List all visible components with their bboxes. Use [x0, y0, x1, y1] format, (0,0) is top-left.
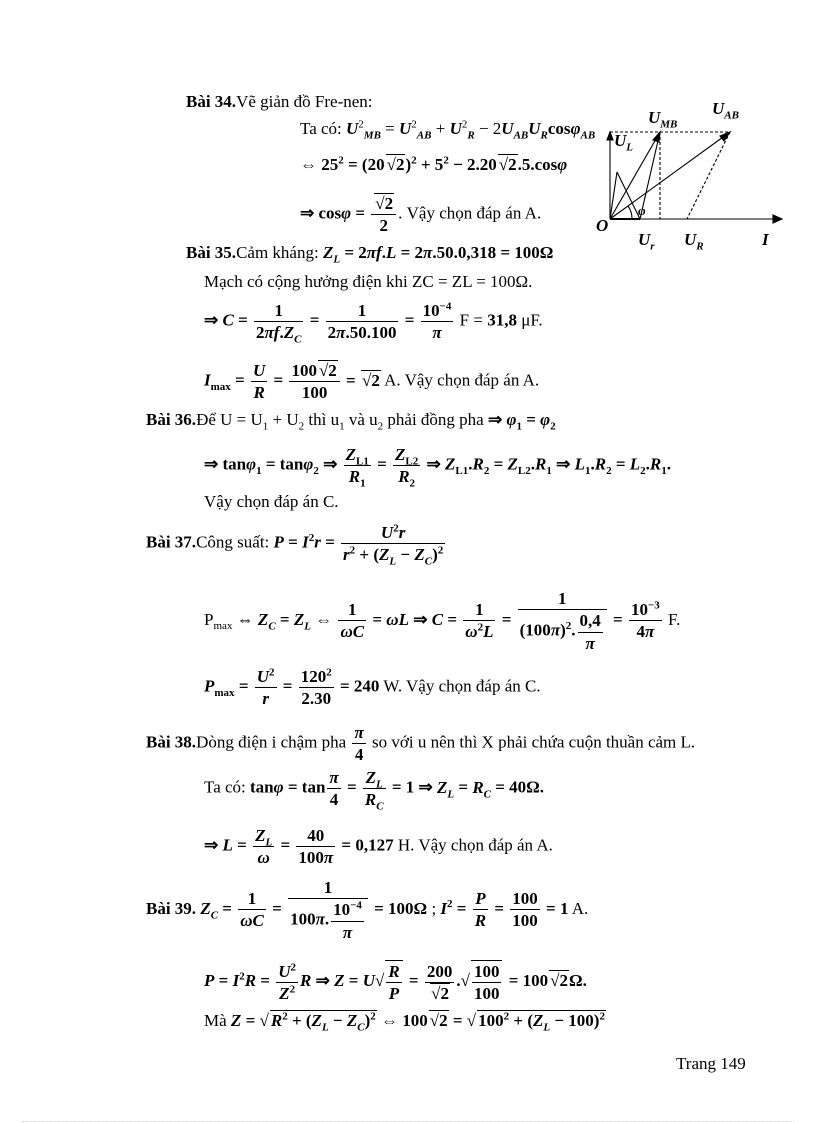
bai35-line3: ⇒ C = $\frac{1}{2\pi f.Z_C}$ = $\frac{1}{2\pi.50.100}$ = $\frac{10^{-4}}{\pi}$ F = 31,8 μF. — [204, 300, 543, 346]
bai38-line1: Bài 38.Dòng điện i chậm pha $\frac{\pi}{4}$ so với u nên thì X phải chứa cuộn thuần cảm L. — [146, 723, 696, 765]
fresnel-diagram — [592, 92, 792, 252]
label-i: I — [762, 230, 769, 249]
bai36-line1: Bài 36.Để $U = U_1 + U_2$ thì $u_1$ và $u_2$ phải đồng pha ⇒ $\varphi_1 = \varphi_2$ — [146, 410, 556, 433]
bai38-line3: ⇒ L = $\frac{Z_L}{\omega}$ = $\frac{40}{100\pi}$ = 0,127 H. Vậy chọn đáp án A. — [204, 826, 553, 868]
label-uab: $U_{AB}$ — [712, 99, 739, 122]
bai36-line3: Vậy chọn đáp án C. — [204, 492, 339, 511]
bai35-line1: Bài 35.Cảm kháng: $Z_L = 2\pi f.L = 2\pi.50.0,318 = 100\Omega$ — [186, 243, 554, 266]
label-o: O — [596, 216, 609, 235]
bai34-formula3: ⇒ cosφ = $\frac{√2}{2}$ . Vậy chọn đáp án A. — [300, 194, 542, 236]
footer-divider — [22, 1121, 794, 1122]
bai35-label: Bài 35. — [186, 243, 237, 262]
bai34-formula1: Ta có: $U^2_{MB} = U^2_{AB} + U^2_R - 2U_{AB}U_R\cos\varphi_{AB}$ — [300, 118, 596, 142]
bai39-line1: Bài 39. $Z_C$ = $\frac{1}{\omega C}$ = 1 100π. $\frac{10^{-4}}{\pi}$ = 100Ω ; $I^2$ = $\frac{P}{R}$ = $\frac{100}{100}$ = 1 A. — [146, 878, 589, 942]
bai39-label: Bài 39. — [146, 898, 197, 918]
bai37-line2: $P_{max}$ ⇔ $Z_C = Z_L$ ⇔ $\frac{1}{\omega C}$ = ωL ⇒ C = $\frac{1}{\omega^2L}$ = 1 $(100\pi)^2$. $\frac{0,4}{\pi}$ = $\frac{10^{-3}}{4\pi}$ F. — [204, 589, 681, 653]
label-umb: $U_{MB}$ — [648, 108, 678, 131]
bai35-line2: Mạch có cộng hưởng điện khi ZC = ZL = 100Ω. — [204, 272, 533, 291]
bai36-label: Bài 36. — [146, 410, 197, 429]
bai34-formula2: ⇔ $25^2 = (20$ $√2)^2 + 5^2 - 2.20$ √2.5.cosφ — [300, 154, 568, 174]
bai38-line2: Ta có: tanφ = tan $\frac{\pi}{4}$ = $\frac{Z_L}{R_C}$ = 1 ⇒ $Z_L = R_C = 40\Omega$. — [204, 768, 545, 813]
bai34-prefix: Ta có: — [300, 119, 347, 138]
bai38-label: Bài 38. — [146, 732, 197, 752]
bai37-line3: $P_{max}$ = $\frac{U^2}{r}$ = $\frac{120^2}{2.30}$ = 240 W. Vậy chọn đáp án C. — [204, 666, 541, 709]
bai35-line4: $I_{max}$ = $\frac{U}{R}$ = $\frac{100 √2}{100}$ = √2 A. Vậy chọn đáp án A. — [204, 361, 540, 403]
bai37-line1: Bài 37.Công suất: $P = I^2r$ = $\frac{U^2r}{r^2 + (Z_L - Z_C)^2}$ — [146, 522, 444, 568]
label-ul: $U_L$ — [614, 131, 634, 154]
bai39-line3: Mà Z = √ $R^2 + (Z_L - Z_C)^2$ ⇔ 100 √2 = √ $100^2 + (Z_L - 100)^2$ — [204, 1010, 605, 1034]
page-number: Trang 149 — [676, 1054, 746, 1073]
bai39-line2: $P = I^2R$ = $\frac{U^2}{Z^2}$ R ⇒ Z = U√ $\frac{R}{P}$ = $\frac{200}{√2}$ .√ $\frac{100}{100}$ = 100 √2Ω. — [204, 960, 587, 1004]
label-ur: $U_R$ — [684, 230, 704, 253]
label-phi: φ — [638, 203, 646, 218]
bai34-label: Bài 34. — [186, 92, 237, 111]
label-ur-small: $U_r$ — [638, 230, 655, 253]
bai34-line — [186, 93, 373, 110]
bai36-line2: ⇒ tanφ$_1$ = tanφ$_2$ ⇒ $\frac{Z_{L1}}{R_1}$ = $\frac{Z_{L2}}{R_2}$ ⇒ $Z_{L1}.R_2 = Z_{L2}.R_1$ ⇒ $L_1.R_2 = L_2.R_1$. — [204, 445, 671, 490]
bai37-label: Bài 37. — [146, 532, 197, 552]
bai34-answer: . Vậy chọn đáp án A. — [398, 203, 542, 223]
bai34-text: Vẽ giản đồ Fre-nen: — [236, 92, 373, 111]
